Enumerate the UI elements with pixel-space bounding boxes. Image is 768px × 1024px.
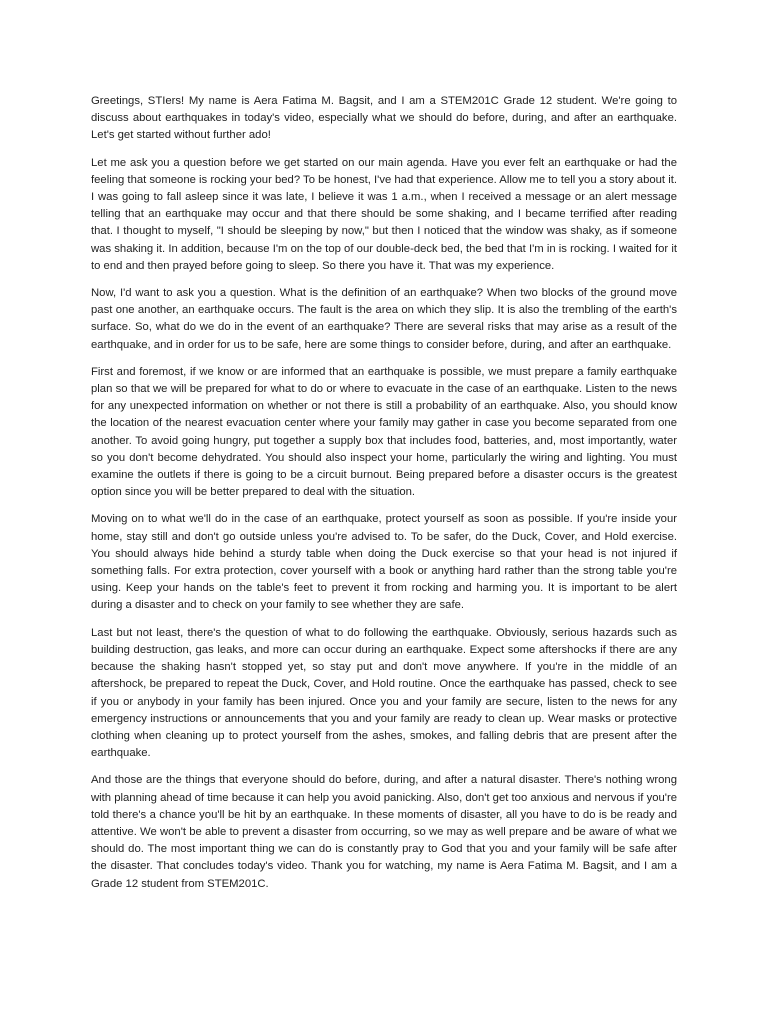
- paragraph-greeting: Greetings, STIers! My name is Aera Fatima M. Bagsit, and I am a STEM201C Grade 12 student. We're going to discuss about earthquakes in today's video, especially what we should do before, during, and after an earthquake. Let's get started without further ado!: [91, 95, 677, 142]
- paragraph-before-earthquake: First and foremost, if we know or are informed that an earthquake is possible, we must prepare a family earthquake plan so that we will be prepared for what to do or where to evacuate in the case of an earthquake. Listen to the news for any unexpected information on whether or not there is still a probability of an earthquake. Also, you should know the location of the nearest evacuation center where your family may gather in case you become separated from one another. To avoid going hungry, put together a supply box that includes food, batteries, and, most importantly, water so you don't become dehydrated. You should also inspect your home, particularly the wiring and lighting. You must examine the outlets if there is going to be a circuit burnout. Being prepared before a disaster occurs is the greatest option since you will be better prepared to deal with the situation.: [91, 365, 677, 499]
- document-page: [91, 93, 677, 903]
- paragraph-personal-story: Let me ask you a question before we get started on our main agenda. Have you ever felt an earthquake or had the feeling that someone is rocking your bed? To be honest, I've had that experience. Allow me to tell you a story about it. I was going to fall asleep since it was late, I believe it was 1 a.m., when I received a message or an alert message telling that an earthquake may occur and that there should be some shaking, and I became terrified after reading that. I thought to myself, "I should be sleeping by now," but then I noticed that the window was shaky, as if someone was shaking it. In addition, because I'm on the top of our double-deck bed, the bed that I'm in is rocking. I waited for it to end and then prayed before going to sleep. So there you have it. That was my experience.: [91, 156, 677, 272]
- paragraph-during-earthquake: Moving on to what we'll do in the case of an earthquake, protect yourself as soon as possible. If you're inside your home, stay still and don't go outside unless you're advised to. To be safer, do the Duck, Cover, and Hold exercise. You should always hide behind a sturdy table when doing the Duck exercise so that your head is not injured if something falls. For extra protection, cover yourself with a book or anything hard rather than the strong table you're using. Keep your hands on the table's feet to prevent it from rocking and harming you. It is important to be alert during a disaster and to check on your family to see whether they are safe.: [91, 513, 677, 612]
- paragraph-conclusion: And those are the things that everyone should do before, during, and after a natural disaster. There's nothing wrong with planning ahead of time because it can help you avoid panicking. Also, don't get too anxious and nervous if you're told there's a chance you'll be hit by an earthquake. In these moments of disaster, all you have to do is be ready and attentive. We won't be able to prevent a disaster from occurring, so we may as well prepare and be aware of what we should do. The most important thing we can do is constantly pray to God that you and your family will be safe after the disaster. That concludes today's video. Thank you for watching, my name is Aera Fatima M. Bagsit, and I am a Grade 12 student from STEM201C.: [91, 774, 677, 890]
- paragraph-after-earthquake: Last but not least, there's the question of what to do following the earthquake. Obviously, serious hazards such as building destruction, gas leaks, and more can occur during an earthquake. Expect some aftershocks if there are any because the shaking hasn't stopped yet, so stay put and don't move anywhere. If you're in the middle of an aftershock, be prepared to repeat the Duck, Cover, and Hold routine. Once the earthquake has passed, check to see if you or anybody in your family has been injured. Once you and your family are secure, listen to the news for any emergency instructions or announcements that you and your family are ready to clean up. Wear masks or protective clothing when cleaning up to protect yourself from the ashes, smokes, and falling debris that are present after the earthquake.: [91, 626, 677, 760]
- paragraph-definition: Now, I'd want to ask you a question. What is the definition of an earthquake? When two blocks of the ground move past one another, an earthquake occurs. The fault is the area on which they slip. It is also the trembling of the earth's surface. So, what do we do in the event of an earthquake? There are several risks that may arise as a result of the earthquake, and in order for us to be safe, here are some things to consider before, during, and after an earthquake.: [91, 287, 677, 351]
